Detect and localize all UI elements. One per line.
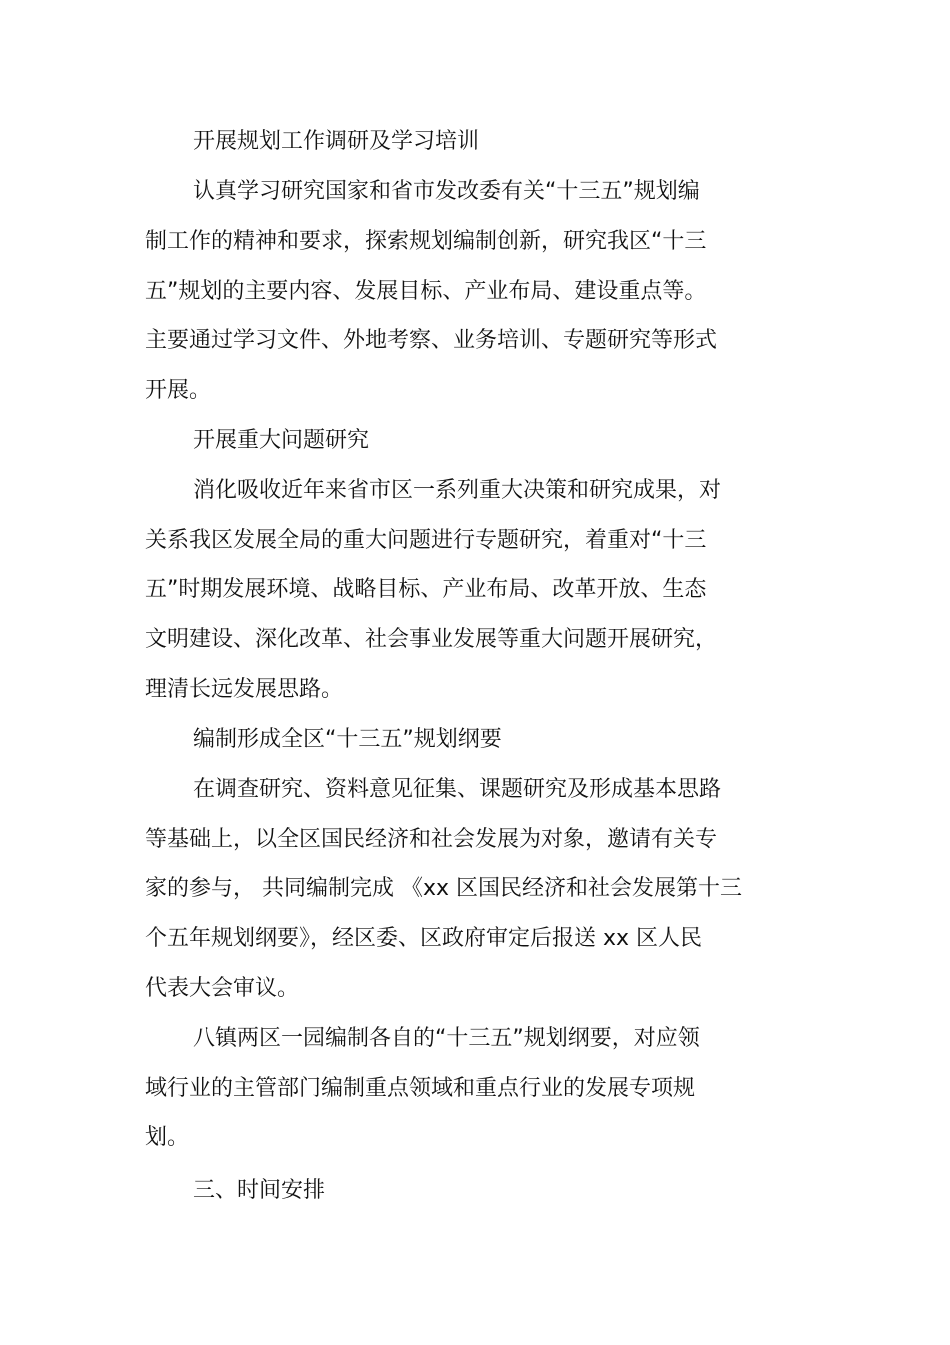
paragraph-line: 关系我区发展全局的重大问题进行专题研究，着重对“十三 <box>145 528 707 553</box>
paragraph-line: 代表大会审议。 <box>145 976 300 1001</box>
paragraph-line: 消化吸收近年来省市区一系列重大决策和研究成果，对 <box>193 478 722 503</box>
paragraph-line: 五”规划的主要内容、发展目标、产业布局、建设重点等。 <box>145 279 707 304</box>
paragraph-line: 划。 <box>145 1125 190 1150</box>
paragraph-line: 五”时期发展环境、战略目标、产业布局、改革开放、生态 <box>145 577 707 602</box>
heading-research-training: 开展规划工作调研及学习培训 <box>193 129 480 154</box>
paragraph-line: 认真学习研究国家和省市发改委有关“十三五”规划编 <box>193 179 700 204</box>
paragraph-line: 主要通过学习文件、外地考察、业务培训、专题研究等形式 <box>145 328 718 353</box>
paragraph-line: 个五年规划纲要》，经区委、区政府审定后报送 xx 区人民 <box>145 926 703 951</box>
paragraph-line: 域行业的主管部门编制重点领域和重点行业的发展专项规 <box>145 1076 696 1101</box>
heading-major-issues: 开展重大问题研究 <box>193 428 370 453</box>
paragraph-line: 文明建设、深化改革、社会事业发展等重大问题开展研究， <box>145 627 718 652</box>
paragraph-line: 理清长远发展思路。 <box>145 677 344 702</box>
paragraph-line: 等基础上，以全区国民经济和社会发展为对象，邀请有关专 <box>145 827 718 852</box>
paragraph-line: 八镇两区一园编制各自的“十三五”规划纲要，对应领 <box>193 1026 700 1051</box>
heading-plan-outline: 编制形成全区“十三五”规划纲要 <box>193 727 502 752</box>
paragraph-line: 开展。 <box>145 378 212 403</box>
paragraph-line: 在调查研究、资料意见征集、课题研究及形成基本思路 <box>193 777 722 802</box>
heading-schedule: 三、时间安排 <box>193 1178 326 1203</box>
paragraph-line: 制工作的精神和要求，探索规划编制创新，研究我区“十三 <box>145 229 707 254</box>
paragraph-line: 家的参与， 共同编制完成 《xx 区国民经济和社会发展第十三 <box>145 876 743 901</box>
